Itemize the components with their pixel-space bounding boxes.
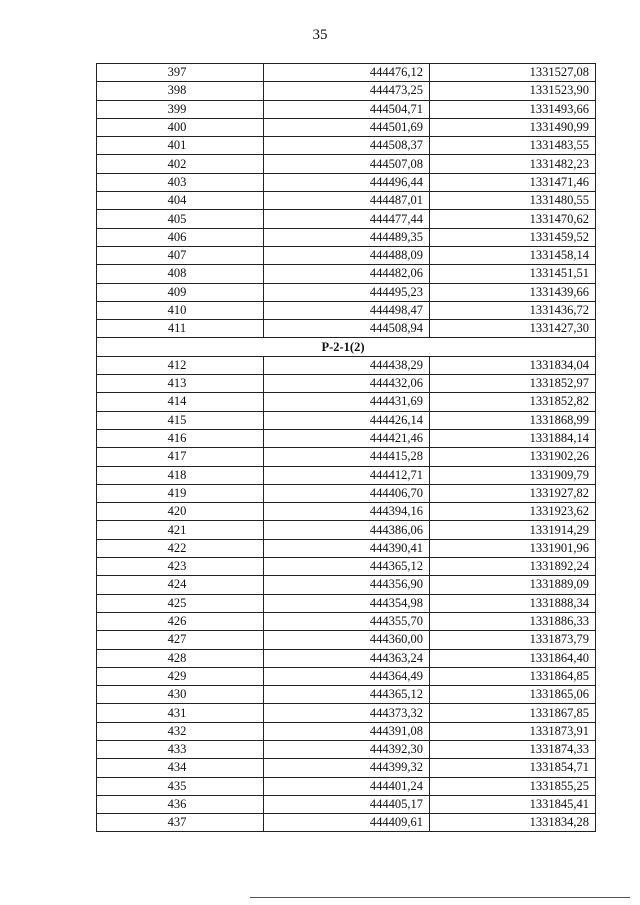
x-coordinate-cell: 444391,08 [264,722,430,740]
table-row [97,173,596,191]
y-coordinate-cell: 1331482,23 [430,155,596,173]
point-number-cell: 421 [97,521,264,539]
x-coordinate-cell: 444431,69 [264,393,430,411]
y-coordinate-cell: 1331902,26 [430,448,596,466]
point-number-cell: 408 [97,265,264,283]
bottom-rule [250,897,630,898]
x-coordinate-cell: 444394,16 [264,503,430,521]
point-number-cell: 418 [97,466,264,484]
table-row [97,393,596,411]
table-row [97,722,596,740]
table-row [97,503,596,521]
x-coordinate-cell: 444489,35 [264,228,430,246]
point-number-cell: 413 [97,375,264,393]
y-coordinate-cell: 1331865,06 [430,686,596,704]
point-number-cell: 404 [97,192,264,210]
point-number-cell: 401 [97,137,264,155]
point-number-cell: 419 [97,484,264,502]
x-coordinate-cell: 444495,23 [264,283,430,301]
table-row [97,82,596,100]
x-coordinate-cell: 444508,94 [264,320,430,338]
y-coordinate-cell: 1331458,14 [430,246,596,264]
x-coordinate-cell: 444406,70 [264,484,430,502]
y-coordinate-cell: 1331901,96 [430,539,596,557]
x-coordinate-cell: 444373,32 [264,704,430,722]
table-row [97,484,596,502]
y-coordinate-cell: 1331852,82 [430,393,596,411]
y-coordinate-cell: 1331834,28 [430,814,596,832]
table-row [97,301,596,319]
table-row [97,210,596,228]
point-number-cell: 429 [97,667,264,685]
x-coordinate-cell: 444409,61 [264,814,430,832]
point-number-cell: 437 [97,814,264,832]
y-coordinate-cell: 1331923,62 [430,503,596,521]
table-row [97,118,596,136]
y-coordinate-cell: 1331852,97 [430,375,596,393]
x-coordinate-cell: 444504,71 [264,100,430,118]
section-header-row [97,338,596,356]
point-number-cell: 425 [97,594,264,612]
x-coordinate-cell: 444426,14 [264,411,430,429]
point-number-cell: 420 [97,503,264,521]
x-coordinate-cell: 444498,47 [264,301,430,319]
table-row [97,429,596,447]
y-coordinate-cell: 1331927,82 [430,484,596,502]
point-number-cell: 412 [97,356,264,374]
y-coordinate-cell: 1331427,30 [430,320,596,338]
point-number-cell: 410 [97,301,264,319]
table-row [97,686,596,704]
point-number-cell: 414 [97,393,264,411]
x-coordinate-cell: 444482,06 [264,265,430,283]
table-row [97,283,596,301]
point-number-cell: 403 [97,173,264,191]
point-number-cell: 417 [97,448,264,466]
table-row [97,100,596,118]
section-title: Р-2-1(2) [97,338,596,356]
y-coordinate-cell: 1331888,34 [430,594,596,612]
x-coordinate-cell: 444360,00 [264,631,430,649]
y-coordinate-cell: 1331471,46 [430,173,596,191]
x-coordinate-cell: 444496,44 [264,173,430,191]
point-number-cell: 416 [97,429,264,447]
table-row [97,246,596,264]
table-row [97,649,596,667]
y-coordinate-cell: 1331873,91 [430,722,596,740]
y-coordinate-cell: 1331451,51 [430,265,596,283]
x-coordinate-cell: 444365,12 [264,686,430,704]
table-row [97,411,596,429]
y-coordinate-cell: 1331874,33 [430,740,596,758]
table-row [97,740,596,758]
x-coordinate-cell: 444405,17 [264,795,430,813]
x-coordinate-cell: 444432,06 [264,375,430,393]
x-coordinate-cell: 444365,12 [264,558,430,576]
y-coordinate-cell: 1331845,41 [430,795,596,813]
table-row [97,521,596,539]
x-coordinate-cell: 444507,08 [264,155,430,173]
x-coordinate-cell: 444501,69 [264,118,430,136]
table-row [97,667,596,685]
point-number-cell: 422 [97,539,264,557]
point-number-cell: 411 [97,320,264,338]
x-coordinate-cell: 444477,44 [264,210,430,228]
x-coordinate-cell: 444401,24 [264,777,430,795]
table-row [97,631,596,649]
x-coordinate-cell: 444355,70 [264,612,430,630]
y-coordinate-cell: 1331855,25 [430,777,596,795]
table-row [97,759,596,777]
point-number-cell: 399 [97,100,264,118]
x-coordinate-cell: 444476,12 [264,64,430,82]
page-number: 35 [312,27,328,43]
point-number-cell: 407 [97,246,264,264]
table-row [97,320,596,338]
point-number-cell: 400 [97,118,264,136]
table-row [97,466,596,484]
point-number-cell: 423 [97,558,264,576]
table-row [97,539,596,557]
point-number-cell: 424 [97,576,264,594]
y-coordinate-cell: 1331527,08 [430,64,596,82]
table-row [97,704,596,722]
point-number-cell: 415 [97,411,264,429]
table-row [97,375,596,393]
x-coordinate-cell: 444354,98 [264,594,430,612]
y-coordinate-cell: 1331523,90 [430,82,596,100]
y-coordinate-cell: 1331914,29 [430,521,596,539]
y-coordinate-cell: 1331892,24 [430,558,596,576]
y-coordinate-cell: 1331864,40 [430,649,596,667]
table-row [97,795,596,813]
y-coordinate-cell: 1331884,14 [430,429,596,447]
y-coordinate-cell: 1331868,99 [430,411,596,429]
y-coordinate-cell: 1331854,71 [430,759,596,777]
y-coordinate-cell: 1331867,85 [430,704,596,722]
y-coordinate-cell: 1331480,55 [430,192,596,210]
y-coordinate-cell: 1331886,33 [430,612,596,630]
x-coordinate-cell: 444488,09 [264,246,430,264]
table-row [97,228,596,246]
point-number-cell: 402 [97,155,264,173]
y-coordinate-cell: 1331873,79 [430,631,596,649]
y-coordinate-cell: 1331470,62 [430,210,596,228]
table-row [97,576,596,594]
x-coordinate-cell: 444363,24 [264,649,430,667]
y-coordinate-cell: 1331889,09 [430,576,596,594]
table-row [97,155,596,173]
coordinates-table-body [97,64,596,832]
table-row [97,594,596,612]
point-number-cell: 406 [97,228,264,246]
table-row [97,448,596,466]
table-row [97,612,596,630]
y-coordinate-cell: 1331909,79 [430,466,596,484]
point-number-cell: 428 [97,649,264,667]
x-coordinate-cell: 444392,30 [264,740,430,758]
point-number-cell: 409 [97,283,264,301]
point-number-cell: 397 [97,64,264,82]
y-coordinate-cell: 1331436,72 [430,301,596,319]
x-coordinate-cell: 444415,28 [264,448,430,466]
point-number-cell: 436 [97,795,264,813]
table-row [97,137,596,155]
point-number-cell: 405 [97,210,264,228]
x-coordinate-cell: 444386,06 [264,521,430,539]
x-coordinate-cell: 444487,01 [264,192,430,210]
x-coordinate-cell: 444421,46 [264,429,430,447]
point-number-cell: 434 [97,759,264,777]
point-number-cell: 427 [97,631,264,649]
point-number-cell: 433 [97,740,264,758]
x-coordinate-cell: 444412,71 [264,466,430,484]
y-coordinate-cell: 1331864,85 [430,667,596,685]
table-row [97,356,596,374]
table-row [97,558,596,576]
y-coordinate-cell: 1331483,55 [430,137,596,155]
x-coordinate-cell: 444390,41 [264,539,430,557]
x-coordinate-cell: 444438,29 [264,356,430,374]
table-row [97,777,596,795]
coordinates-table [96,63,596,832]
x-coordinate-cell: 444473,25 [264,82,430,100]
table-row [97,64,596,82]
point-number-cell: 431 [97,704,264,722]
table-row [97,265,596,283]
point-number-cell: 435 [97,777,264,795]
y-coordinate-cell: 1331834,04 [430,356,596,374]
point-number-cell: 398 [97,82,264,100]
x-coordinate-cell: 444508,37 [264,137,430,155]
table-row [97,192,596,210]
y-coordinate-cell: 1331490,99 [430,118,596,136]
point-number-cell: 426 [97,612,264,630]
x-coordinate-cell: 444356,90 [264,576,430,594]
x-coordinate-cell: 444399,32 [264,759,430,777]
x-coordinate-cell: 444364,49 [264,667,430,685]
y-coordinate-cell: 1331493,66 [430,100,596,118]
table-row [97,814,596,832]
point-number-cell: 432 [97,722,264,740]
y-coordinate-cell: 1331459,52 [430,228,596,246]
point-number-cell: 430 [97,686,264,704]
y-coordinate-cell: 1331439,66 [430,283,596,301]
